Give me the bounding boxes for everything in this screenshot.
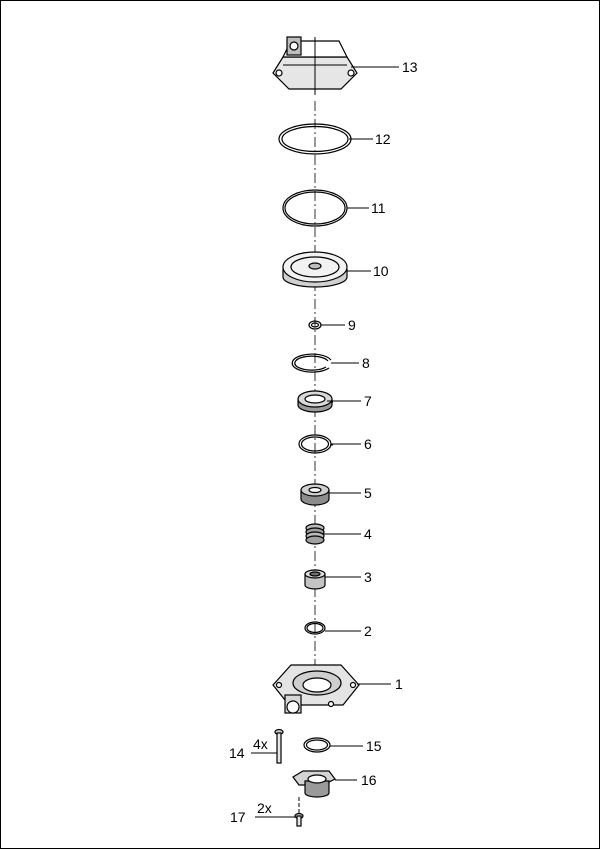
callout-17: 17 [230,809,246,825]
callout-11: 11 [371,200,386,216]
callout-13: 13 [402,59,418,75]
callout-10: 10 [373,263,389,279]
callout-7: 7 [364,393,372,409]
callout-15: 15 [366,738,382,754]
part-7-seal [298,391,332,412]
callout-12: 12 [375,131,391,147]
part-10-diaphragm [283,252,347,287]
exploded-view-drawing [1,1,600,850]
callout-6: 6 [364,436,372,452]
callout-17-qty: 2x [257,800,272,816]
part-1-housing [273,665,359,713]
callout-14-qty: 4x [253,736,268,752]
part-3-piston [305,570,325,589]
part-17-screw [295,797,303,826]
callout-5: 5 [364,485,372,501]
part-13-cover [273,37,357,95]
callout-2: 2 [364,623,372,639]
callout-16: 16 [361,772,377,788]
callout-14: 14 [229,745,245,761]
part-14-screw [275,730,283,764]
callout-9: 9 [348,317,356,333]
part-4-spring [306,524,324,544]
callout-3: 3 [364,569,372,585]
part-5-valve [301,484,329,505]
leaders-clean [251,401,391,817]
callout-4: 4 [364,526,372,542]
part-8-circlip [292,354,331,372]
callout-8: 8 [362,355,370,371]
callout-1: 1 [395,676,403,692]
part-15-o-ring [304,738,330,752]
part-16-connector [293,771,335,797]
